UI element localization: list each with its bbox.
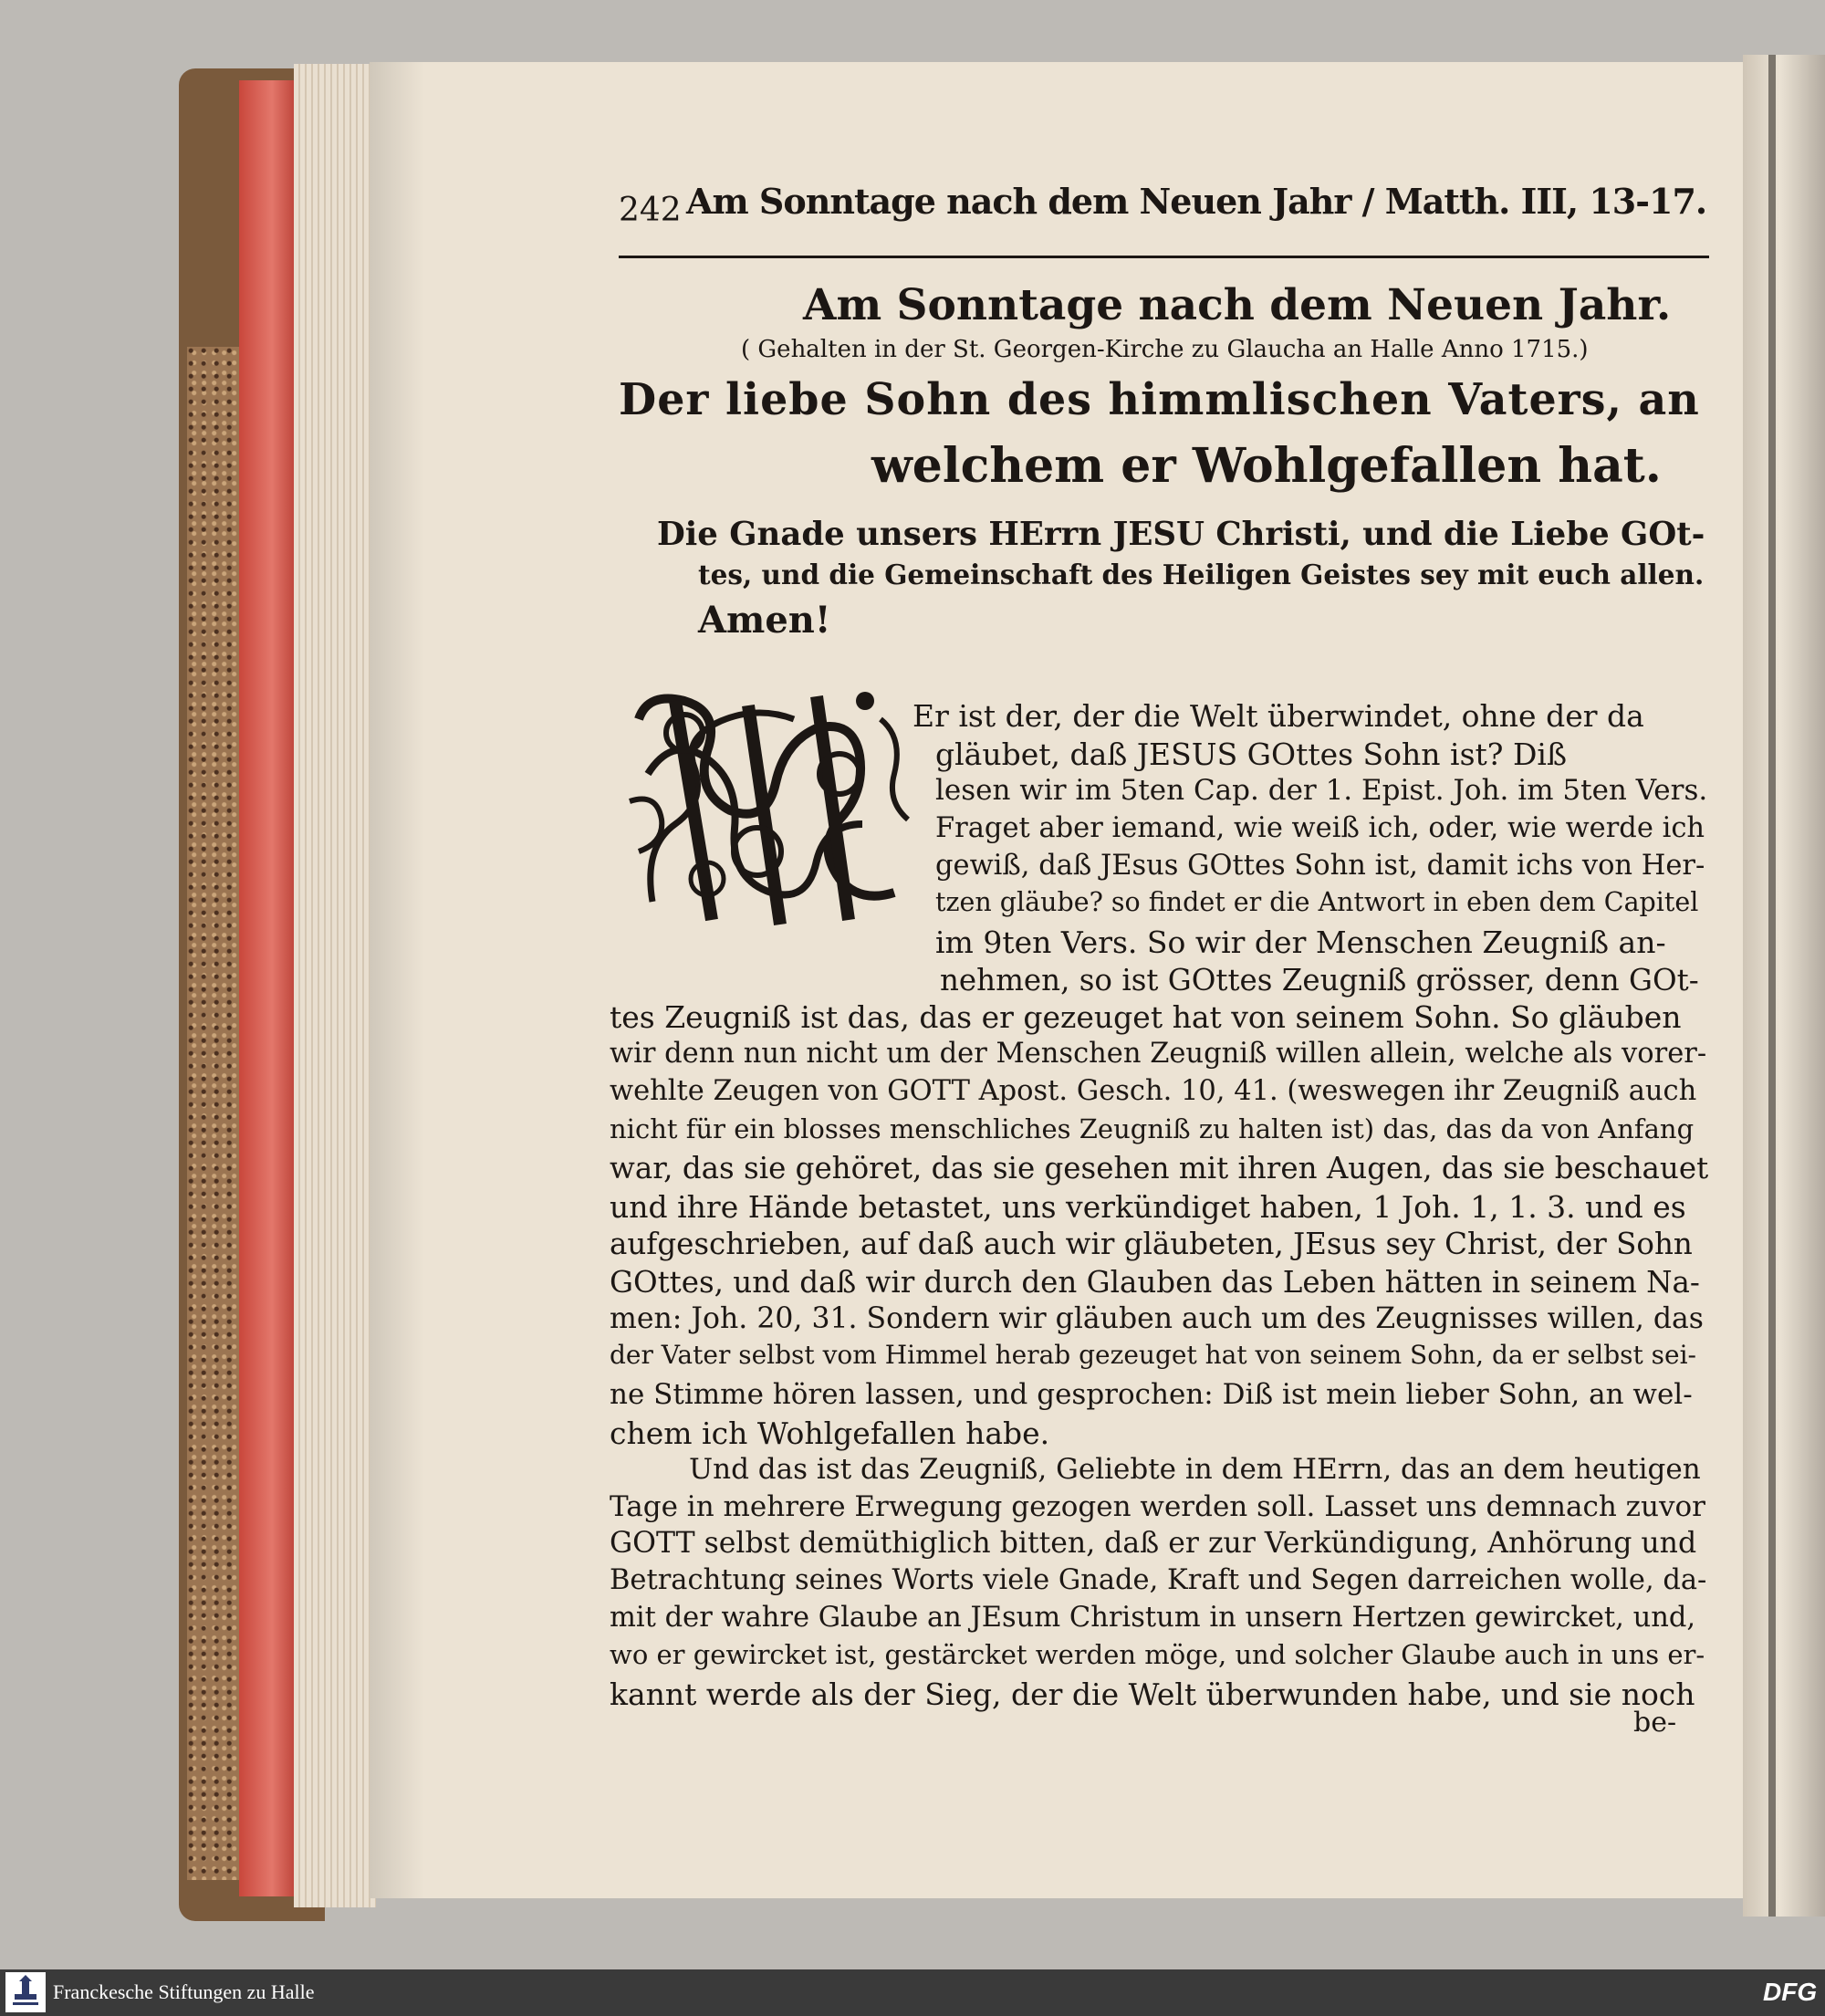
body-line: kannt werde als der Sieg, der die Welt überwunden habe, und sie noch xyxy=(610,1677,1695,1712)
body-line: chem ich Wohlgefallen habe. xyxy=(610,1415,1050,1451)
body-line: mit der wahre Glaube an JEsum Christum in unsern Hertzen gewircket, und, xyxy=(610,1602,1696,1634)
body-line: nicht für ein blosses menschliches Zeugniß zu halten ist) das, das da von Anfang xyxy=(610,1113,1695,1144)
greeting-line-2: tes, und die Gemeinschaft des Heiligen Geistes sey mit euch allen. xyxy=(698,559,1705,590)
greeting-line-1: Die Gnade unsers HErrn JESU Christi, und die Liebe GOt- xyxy=(657,516,1705,553)
book-gutter xyxy=(1768,55,1776,1917)
body-line: lesen wir im 5ten Cap. der 1. Epist. Joh. im 5ten Vers. xyxy=(935,774,1708,807)
page-stack-edge xyxy=(294,64,376,1907)
running-head: Am Sonntage nach dem Neuen Jahr / Matth. III, 13-17. xyxy=(686,181,1707,222)
body-line: wehlte Zeugen von GOTT Apost. Gesch. 10, 41. (weswegen ihr Zeugniß auch xyxy=(610,1075,1697,1107)
body-line: aufgeschrieben, auf daß auch wir gläubeten, JEsus sey Christ, der Sohn xyxy=(610,1227,1693,1261)
sermon-title-line-2: welchem er Wohlgefallen hat. xyxy=(871,438,1662,494)
body-line: der Vater selbst vom Himmel herab gezeuget hat von seinem Sohn, da er selbst sei- xyxy=(610,1340,1697,1370)
page-shadow xyxy=(370,62,424,1898)
body-line: GOTT selbst demüthiglich bitten, daß er zur Verkündigung, Anhörung und xyxy=(610,1527,1697,1560)
body-line: wo er gewircket ist, gestärcket werden möge, und solcher Glaube auch in uns er- xyxy=(610,1639,1705,1670)
body-line: und ihre Hände betastet, uns verkündiget haben, 1 Joh. 1, 1. 3. und es xyxy=(610,1189,1686,1225)
body-line: war, das sie gehöret, das sie gesehen mit ihren Augen, das sie beschauet xyxy=(610,1151,1709,1186)
body-line: Betrachtung seines Worts viele Gnade, Kraft und Segen darreichen wolle, da- xyxy=(610,1564,1707,1596)
body-line: men: Joh. 20, 31. Sondern wir gläuben auch um des Zeugnisses willen, das xyxy=(610,1302,1704,1335)
institution-logo xyxy=(5,1972,46,2012)
facing-page-edge xyxy=(1743,55,1825,1917)
dfg-logo: DFG xyxy=(1763,1978,1818,2006)
body-line: GOttes, und daß wir durch den Glauben das Leben hätten in seinem Na- xyxy=(610,1265,1700,1300)
body-line: tes Zeugniß ist das, das er gezeuget hat von seinem Sohn. So gläuben xyxy=(610,999,1682,1035)
body-line: nehmen, so ist GOttes Zeugniß grösser, denn GOt- xyxy=(940,963,1699,998)
sermon-note: ( Gehalten in der St. Georgen-Kirche zu Glaucha an Halle Anno 1715.) xyxy=(741,336,1589,363)
body-line: Tage in mehrere Erwegung gezogen werden soll. Lasset uns demnach zuvor xyxy=(610,1490,1705,1523)
greeting-line-3: Amen! xyxy=(698,599,831,642)
body-line: Er ist der, der die Welt überwindet, ohne der da xyxy=(912,698,1644,734)
page-number: 242 xyxy=(619,192,682,229)
sermon-title-line-1: Der liebe Sohn des himmlischen Vaters, an xyxy=(619,374,1700,425)
body-line: Fraget aber iemand, wie weiß ich, oder, wie werde ich xyxy=(935,812,1705,844)
body-line: ne Stimme hören lassen, und gesprochen: Diß ist mein lieber Sohn, an wel- xyxy=(610,1378,1693,1411)
body-line: tzen gläube? so findet er die Antwort in eben dem Capitel xyxy=(935,887,1699,917)
header-rule xyxy=(619,256,1709,258)
catchword: be- xyxy=(1633,1707,1677,1739)
body-line: im 9ten Vers. So wir der Menschen Zeugniß an- xyxy=(935,924,1666,960)
building-icon xyxy=(5,1972,46,2012)
sermon-heading: Am Sonntage nach dem Neuen Jahr. xyxy=(803,280,1672,330)
red-page-edge xyxy=(239,80,294,1896)
body-line: gewiß, daß JEsus GOttes Sohn ist, damit ichs von Her- xyxy=(935,850,1705,882)
body-line: gläubet, daß JESUS GOttes Sohn ist? Diß xyxy=(935,736,1568,772)
body-line: Und das ist das Zeugniß, Geliebte in dem HErrn, das an dem heutigen xyxy=(689,1453,1701,1486)
footer-institution-name: Franckesche Stiftungen zu Halle xyxy=(53,1980,315,2003)
body-line: wir denn nun nicht um der Menschen Zeugniß willen allein, welche als vorer- xyxy=(610,1038,1707,1070)
decorated-initial-w xyxy=(620,664,922,943)
